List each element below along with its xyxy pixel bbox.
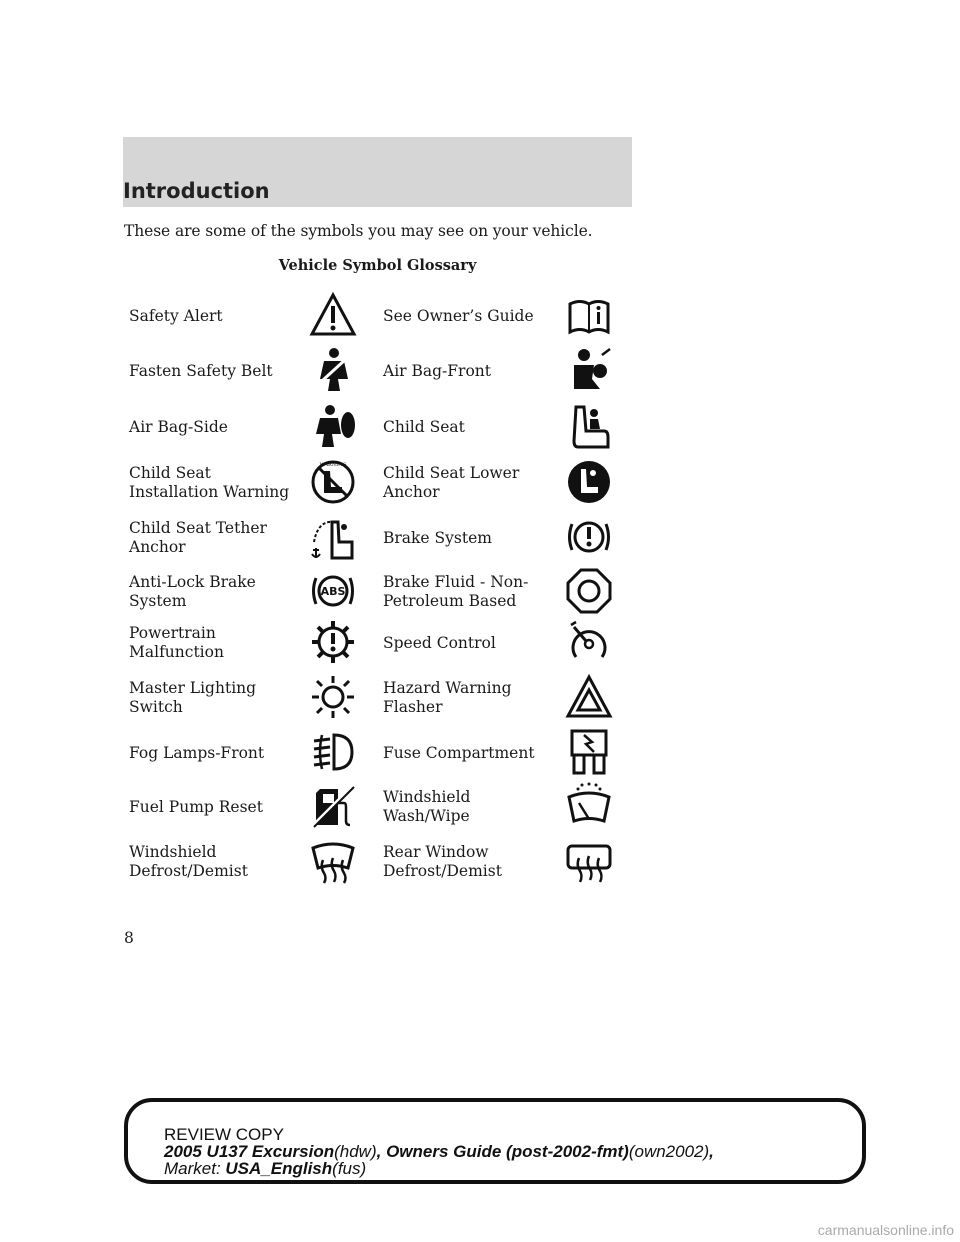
- symbol-label: Anti-Lock Brake System: [129, 573, 256, 610]
- symbol-label: Powertrain Malfunction: [129, 624, 224, 661]
- glossary-row: [0, 617, 960, 669]
- glossary-row: [0, 672, 960, 724]
- symbol-label: Master Lighting Switch: [129, 679, 257, 716]
- glossary-row: [0, 727, 960, 779]
- windshield-defrost-icon: [308, 836, 358, 886]
- glossary-row: [0, 512, 960, 564]
- symbol-label: Brake Fluid - Non-Petroleum Based: [383, 573, 529, 610]
- glossary-row: [0, 781, 960, 833]
- glossary-row: [0, 345, 960, 397]
- review-line-2: 2005 U137 Excursion(hdw), Owners Guide (post-2002-fmt)(own2002),: [164, 1142, 714, 1161]
- review-line-1: REVIEW COPY: [164, 1125, 284, 1144]
- child-seat-tether-icon: [308, 512, 358, 562]
- glossary-row: [0, 457, 960, 509]
- symbol-label: Fog Lamps-Front: [129, 743, 265, 762]
- wash-wipe-icon: [564, 781, 614, 831]
- brake-system-icon: [564, 512, 614, 562]
- glossary-title: Vehicle Symbol Glossary: [278, 257, 477, 274]
- airbag-side-icon: [308, 401, 358, 451]
- watermark: carmanualsonline.info: [817, 1222, 954, 1238]
- glossary-row: [0, 836, 960, 888]
- fog-lamp-icon: [308, 727, 358, 777]
- lighting-switch-icon: [308, 672, 358, 722]
- symbol-label: Air Bag-Front: [383, 361, 491, 380]
- symbol-label: Fasten Safety Belt: [129, 361, 273, 380]
- svg-text:ABS: ABS: [320, 585, 346, 598]
- brake-fluid-icon: [564, 566, 614, 616]
- rear-defrost-icon: [564, 836, 614, 886]
- powertrain-icon: [308, 617, 358, 667]
- review-line-3: Market: USA_English(fus): [164, 1159, 367, 1178]
- glossary-row: [0, 566, 960, 618]
- abs-icon: [308, 566, 358, 616]
- owners-guide-icon: [564, 290, 614, 340]
- symbol-label: Windshield Wash/Wipe: [383, 788, 471, 825]
- symbol-label: Child Seat Tether Anchor: [129, 519, 267, 556]
- symbol-label: Hazard Warning Flasher: [383, 679, 512, 716]
- safety-alert-icon: [308, 290, 358, 340]
- section-header-band: [123, 137, 632, 207]
- symbol-label: Fuel Pump Reset: [129, 797, 263, 816]
- hazard-icon: [564, 672, 614, 722]
- child-seat-icon: [564, 401, 614, 451]
- child-seat-warning-icon: [308, 457, 358, 507]
- child-seat-lower-anchor-icon: [564, 457, 614, 507]
- glossary-row: [0, 290, 960, 342]
- symbol-label: Speed Control: [383, 633, 496, 652]
- review-copy-text: [164, 1126, 714, 1177]
- symbol-label: See Owner’s Guide: [383, 306, 534, 325]
- page-number: 8: [124, 929, 134, 947]
- fuel-pump-reset-icon: [308, 781, 358, 831]
- symbol-label: Child Seat Installation Warning: [129, 464, 290, 501]
- symbol-label: Brake System: [383, 528, 492, 547]
- seat-belt-icon: [308, 345, 358, 395]
- symbol-label: Child Seat: [383, 417, 465, 436]
- section-title: Introduction: [123, 179, 270, 203]
- glossary-row: [0, 401, 960, 453]
- symbol-label: Rear Window Defrost/Demist: [383, 843, 502, 880]
- symbol-label: Windshield Defrost/Demist: [129, 843, 248, 880]
- intro-text: These are some of the symbols you may see on your vehicle.: [124, 222, 593, 240]
- speed-control-icon: [564, 617, 614, 667]
- symbol-label: Fuse Compartment: [383, 743, 535, 762]
- symbol-label: Air Bag-Side: [129, 417, 228, 436]
- symbol-label: Safety Alert: [129, 306, 223, 325]
- svg-text:WARNING: WARNING: [319, 462, 347, 468]
- airbag-front-icon: [564, 345, 614, 395]
- fuse-icon: [564, 727, 614, 777]
- symbol-label: Child Seat Lower Anchor: [383, 464, 520, 501]
